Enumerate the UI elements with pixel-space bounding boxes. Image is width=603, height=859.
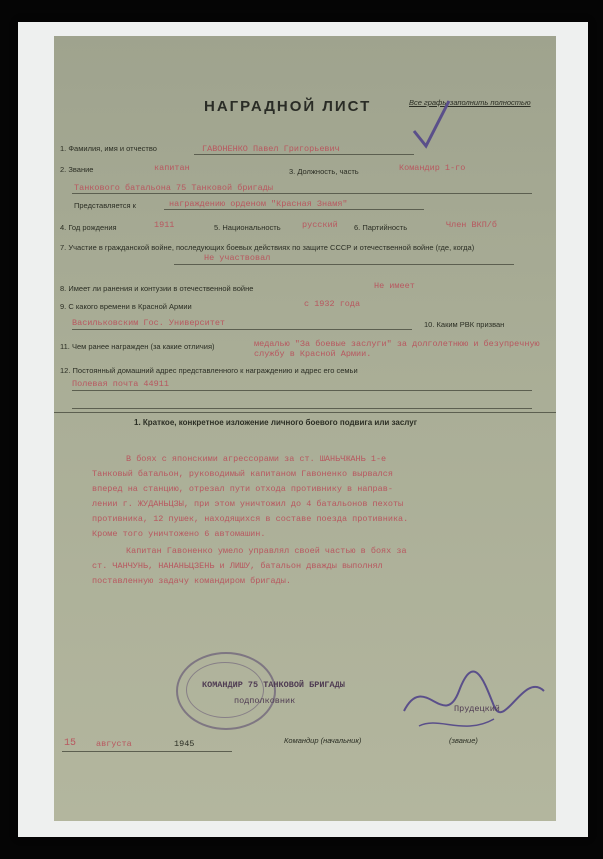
- field-4-value: 1911: [154, 220, 175, 230]
- paper-sheet: [18, 22, 588, 837]
- narrative-line: В боях с японскими агрессорами за ст. ШАНЬЧЖАНЬ 1-е: [126, 454, 387, 464]
- section-heading: 1. Краткое, конкретное изложение личного боевого подвига или заслуг: [134, 418, 418, 427]
- rule: [194, 154, 414, 155]
- rank-caption: (звание): [449, 736, 478, 745]
- signature-name: Прудецкий: [454, 704, 500, 714]
- field-2-value: капитан: [154, 163, 190, 173]
- narrative-line: поставленную задачу командиром бригады.: [92, 576, 291, 586]
- rule: [174, 264, 514, 265]
- field-7-value: Не участвовал: [204, 253, 271, 263]
- field-8-value: Не имеет: [374, 281, 415, 291]
- date-year: 1945: [174, 739, 195, 749]
- field-11-value: медалью "За боевые заслуги" за долголетнюю и безупречную службу в Красной Армии.: [254, 339, 540, 359]
- rule: [72, 193, 532, 194]
- section-divider: [54, 412, 556, 413]
- rule: [72, 390, 532, 391]
- rule: [164, 209, 424, 210]
- field-6-value: Член ВКП/б: [446, 220, 498, 230]
- narrative-line: Капитан Гавоненко умело управлял своей частью в боях за: [126, 546, 407, 556]
- narrative-line: Кроме того уничтожено 6 автомашин.: [92, 529, 266, 539]
- narrative-line: Танковый батальон, руководимый капитаном Гавоненко вырвался: [92, 469, 393, 479]
- signature-caption: Командир (начальник): [284, 736, 362, 745]
- pen-mark-icon: [404, 96, 464, 156]
- form-title: НАГРАДНОЙ ЛИСТ: [204, 98, 372, 115]
- field-12-value: Полевая почта 44911: [72, 379, 169, 389]
- narrative-line: лении г. ЖУДАНЬЦЗЫ, при этом уничтожил до 4 батальонов пехоты: [92, 499, 404, 509]
- signature-unit: КОМАНДИР 75 ТАНКОВОЙ БРИГАДЫ: [202, 680, 345, 690]
- top-note: Все графы заполнить полностью: [409, 98, 531, 107]
- field-8: 8. Имеет ли ранения и контузии в отечественной войне: [60, 284, 254, 293]
- rule: [72, 329, 412, 330]
- narrative-line: ст. ЧАНЧУНЬ, НАНАНЬЦЗЕНЬ и ЛИШУ, батальон дважды выполнял: [92, 561, 383, 571]
- narrative-line: вперед на станцию, отрезал пути отхода противнику в направ-: [92, 484, 393, 494]
- field-11: 11. Чем ранее награжден (за какие отличия): [60, 342, 215, 351]
- date-month: августа: [96, 739, 132, 749]
- rule: [72, 408, 532, 409]
- field-present-value: награждению орденом "Красная Знамя": [169, 199, 348, 209]
- field-9: 9. С какого времени в Красной Армии: [60, 302, 192, 311]
- field-5-value: русский: [302, 220, 338, 230]
- award-form: [54, 36, 556, 821]
- field-1: 1. Фамилия, имя и отчество: [60, 144, 157, 153]
- field-4: 4. Год рождения: [60, 223, 117, 232]
- field-6: 6. Партийность: [354, 223, 408, 232]
- field-3-value: Командир 1-го: [399, 163, 466, 173]
- field-2: 2. Звание: [60, 165, 94, 174]
- field-10: 10. Каким РВК призван: [424, 320, 505, 329]
- field-1-value: ГАВОНЕНКО Павел Григорьевич: [202, 144, 340, 154]
- field-5: 5. Национальность: [214, 223, 281, 232]
- signature-icon: [394, 661, 554, 741]
- date-rule: [62, 751, 232, 752]
- field-3: 3. Должность, часть: [289, 167, 359, 176]
- field-10-value: Васильковским Гос. Университет: [72, 318, 226, 328]
- date-day: 15: [64, 738, 77, 749]
- narrative-line: противника, 12 пушек, находящихся в составе поезда противника.: [92, 514, 409, 524]
- signature-rank: подполковник: [234, 696, 296, 706]
- field-12: 12. Постоянный домашний адрес представленного к награждению и адрес его семьи: [60, 366, 358, 375]
- official-stamp-inner: [186, 662, 264, 718]
- field-9-value: с 1932 года: [304, 299, 361, 309]
- field-7: 7. Участие в гражданской войне, последующих боевых действиях по защите СССР и отечественной войне (где, когда): [60, 243, 475, 252]
- field-present: Представляется к: [74, 201, 136, 210]
- field-3-value-cont: Танкового батальона 75 Танковой бригады: [74, 183, 273, 193]
